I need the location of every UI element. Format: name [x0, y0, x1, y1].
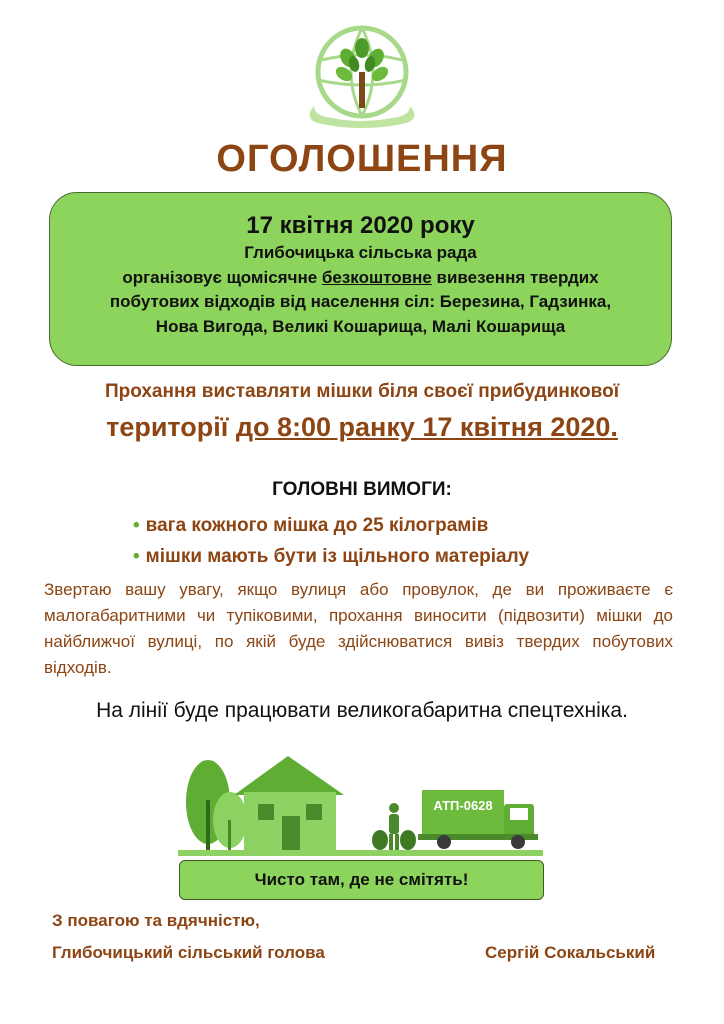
free-underlined: безкоштовне [321, 267, 432, 287]
house-icon [234, 756, 344, 850]
requirements-list [133, 510, 529, 572]
person-with-bags-icon [372, 803, 416, 850]
announcement-line-1: Глибочицька сільська рада [244, 243, 477, 262]
deadline-underlined: до 8:00 ранку 17 квітня 2020. [235, 412, 618, 442]
truck-plate: АТП-0628 [433, 798, 493, 813]
ground-strip [178, 850, 543, 856]
equipment-note: На лінії буде працювати великогабаритна спецтехніка. [96, 699, 628, 722]
announcement-date: 17 квітня 2020 року [246, 212, 475, 239]
tree-globe-logo-icon [310, 28, 415, 128]
tree-icon [213, 792, 247, 850]
village-truck-illustration [178, 750, 548, 860]
signature-greeting: З повагою та вдячністю, [52, 911, 260, 930]
requirements-title: ГОЛОВНІ ВИМОГИ: [272, 479, 452, 500]
announcement-line-4: Нова Вигода, Великі Кошарища, Малі Кошарища [155, 316, 566, 336]
notice-paragraph: Звертаю вашу увагу, якщо вулиця або провулок, де ви проживаєте є малогабаритними чи тупіковими, прохання виносити (підвозити) мішки до найближчої вулиці, по якій буде здійснюватися вивіз твердих побутових відходів. [44, 580, 673, 677]
announcement-line-3: побутових відходів від населення сіл: Березина, Гадзинка, [109, 292, 612, 311]
requirement-item: • мішки мають бути із щільного матеріалу [133, 546, 530, 567]
tree-globe-logo [292, 20, 432, 132]
bullet-icon: • [133, 515, 140, 536]
signature-position: Глибочицький сільський голова [52, 943, 325, 962]
announcement-box [49, 192, 672, 366]
requirement-item: • вага кожного мішка до 25 кілограмів [133, 515, 489, 536]
page-title: ОГОЛОШЕННЯ [216, 138, 508, 180]
request-line-2: території до 8:00 ранку 17 квітня 2020. [106, 412, 618, 442]
bullet-icon: • [133, 546, 140, 567]
announcement-line-2: організовує щомісячне безкоштовне вивезення твердих [122, 267, 599, 287]
slogan-banner: Чисто там, де не смітять! [179, 860, 544, 900]
signature-name: Сергій Сокальський [485, 943, 656, 962]
request-line-1: Прохання виставляти мішки біля своєї прибудинкової [104, 381, 620, 402]
